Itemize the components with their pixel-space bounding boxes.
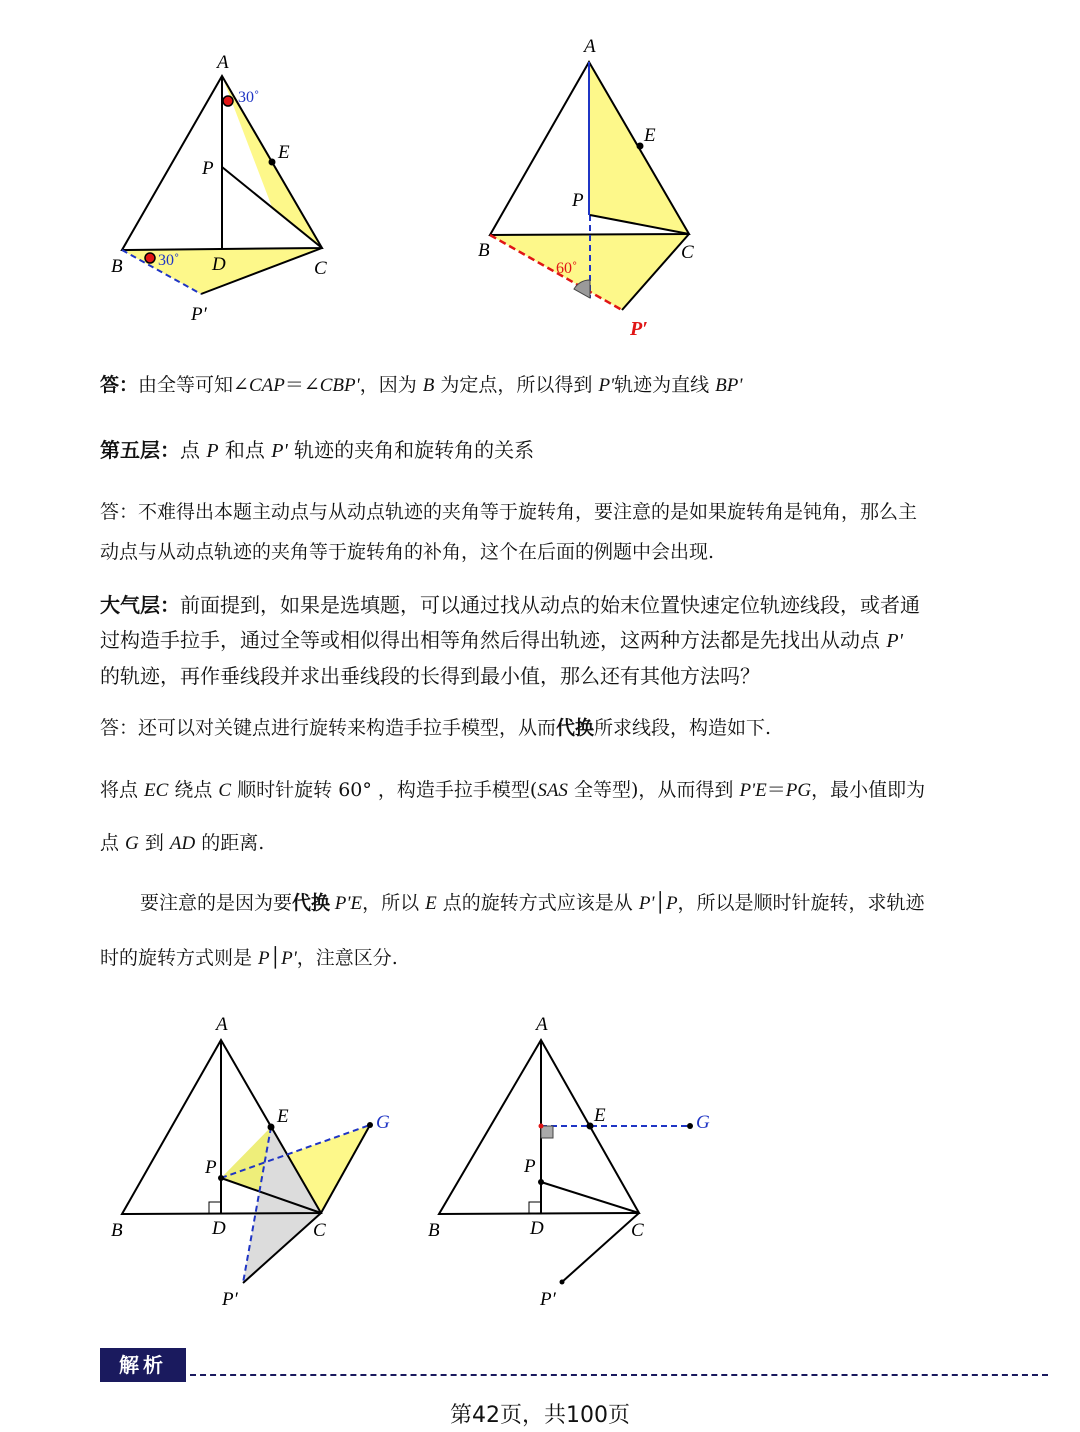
math: CBP' <box>319 375 360 396</box>
answer-label: 答： <box>100 374 139 396</box>
math: EC <box>144 780 169 801</box>
line: 过构造手拉手，通过全等或相似得出相等角然后得出轨迹，这两种方法都是先找出从动点 <box>100 628 887 652</box>
text: 所求线段，构造如下. <box>594 717 772 739</box>
label-D: D <box>530 1218 544 1239</box>
text: │ <box>654 892 666 914</box>
label-P: P <box>572 190 584 211</box>
math: G <box>125 833 139 854</box>
text: 绕点 <box>168 779 219 801</box>
math: E <box>425 893 437 914</box>
text: ，所以是顺时针旋转，求轨迹 <box>677 892 925 914</box>
figure-1 <box>100 40 360 340</box>
math: CAP <box>248 375 285 396</box>
figure-4 <box>420 1010 740 1320</box>
label-Pprime: P′ <box>222 1289 238 1310</box>
label-B: B <box>428 1220 440 1241</box>
math: PG <box>785 780 812 801</box>
daqi-paragraph <box>100 588 920 694</box>
text: ＝ <box>766 779 786 801</box>
text: ，因为 <box>359 374 423 396</box>
label-D: D <box>212 1218 226 1239</box>
jiexi-divider <box>190 1374 1048 1376</box>
text: ，最小值即为 <box>811 779 926 801</box>
label-A: A <box>584 36 596 57</box>
math: P <box>665 893 678 914</box>
label-Pprime: P′ <box>191 304 207 325</box>
layer-label: 第五层： <box>100 438 180 462</box>
daqi-label: 大气层： <box>100 593 180 617</box>
label-A: A <box>216 1014 228 1035</box>
math: P' <box>886 630 903 652</box>
text: 由全等可知∠ <box>138 374 249 396</box>
angle: 60˚ <box>556 260 578 277</box>
math: P' <box>271 440 288 462</box>
line: 答：不难得出本题主动点与从动点轨迹的夹角等于旋转角，要注意的是如果旋转角是钝角，那么主 <box>100 501 918 523</box>
line: 的轨迹，再作垂线段并求出垂线段的长得到最小值，那么还有其他方法吗？ <box>100 664 760 688</box>
text: 点 <box>180 438 207 462</box>
label-E: E <box>594 1105 606 1126</box>
note-paragraph <box>100 876 925 986</box>
text: 轨迹的夹角和旋转角的关系 <box>287 438 535 462</box>
bold-text: 代换 <box>292 892 331 914</box>
label-C: C <box>314 258 327 279</box>
label-C: C <box>631 1220 644 1241</box>
text: │ <box>269 947 282 969</box>
label-E: E <box>644 125 656 146</box>
text: 到 <box>138 832 170 854</box>
label-Pprime: P′ <box>630 318 648 340</box>
figure-3 <box>100 1010 420 1320</box>
text: 点的旋转方式应该是从 <box>436 892 639 914</box>
line: 前面提到，如果是选填题，可以通过找从动点的始末位置快速定位轨迹线段，或者通 <box>180 593 920 617</box>
answer-2 <box>100 492 917 572</box>
math: P'E <box>739 780 767 801</box>
label-A: A <box>217 52 229 73</box>
answer-1 <box>100 368 742 403</box>
text: 时的旋转方式则是 <box>100 947 259 969</box>
label-D: D <box>212 254 226 275</box>
label-E: E <box>277 1106 289 1127</box>
text: 要注意的是因为要 <box>140 892 293 914</box>
math: P <box>206 440 219 462</box>
math: P'E <box>330 893 363 914</box>
line: 动点与从动点轨迹的夹角等于旋转角的补角，这个在后面的例题中会出现. <box>100 541 715 563</box>
bold-text: 代换 <box>556 717 595 739</box>
text: ，注意区分. <box>296 947 398 969</box>
text: 顺时针旋转 60° ，构造手拉手模型( <box>231 779 538 801</box>
rotate-paragraph <box>100 764 925 870</box>
text: 的距离. <box>195 832 265 854</box>
math: P' <box>638 893 655 914</box>
label-C: C <box>681 242 694 263</box>
text: 点 <box>100 832 126 854</box>
label-E: E <box>278 142 290 163</box>
math: P <box>258 948 270 969</box>
text: 轨迹为直线 <box>614 374 716 396</box>
math: SAS <box>537 780 568 801</box>
label-B: B <box>111 1220 123 1241</box>
layer-5-heading <box>100 432 534 469</box>
math: P' <box>598 375 615 396</box>
label-A: A <box>536 1014 548 1035</box>
label-B: B <box>111 256 123 277</box>
text: ＝∠ <box>284 374 320 396</box>
label-Pprime: P′ <box>540 1289 556 1310</box>
answer-3 <box>100 711 771 745</box>
text: 和点 <box>218 438 272 462</box>
math: B <box>422 375 435 396</box>
label-C: C <box>313 1220 326 1241</box>
jiexi-heading: 解析 <box>100 1348 186 1382</box>
page-footer: 第42页，共100页 <box>450 1403 630 1428</box>
math: AD <box>169 833 196 854</box>
text: 答：还可以对关键点进行旋转来构造手拉手模型，从而 <box>100 717 557 739</box>
angle-top: 30˚ <box>238 89 260 106</box>
label-P: P <box>524 1156 536 1177</box>
label-G: G <box>696 1112 710 1133</box>
text: 为定点，所以得到 <box>434 374 599 396</box>
label-P: P <box>202 158 214 179</box>
math: P' <box>281 948 297 969</box>
label-B: B <box>478 240 490 261</box>
angle-bottom: 30˚ <box>158 252 180 269</box>
text: 将点 <box>100 779 145 801</box>
text: 全等型)，从而得到 <box>567 779 740 801</box>
figure-2 <box>470 30 730 345</box>
math: BP' <box>715 375 743 396</box>
label-G: G <box>376 1112 390 1133</box>
text: ，所以 <box>362 892 426 914</box>
math: C <box>218 780 232 801</box>
label-P: P <box>205 1157 217 1178</box>
